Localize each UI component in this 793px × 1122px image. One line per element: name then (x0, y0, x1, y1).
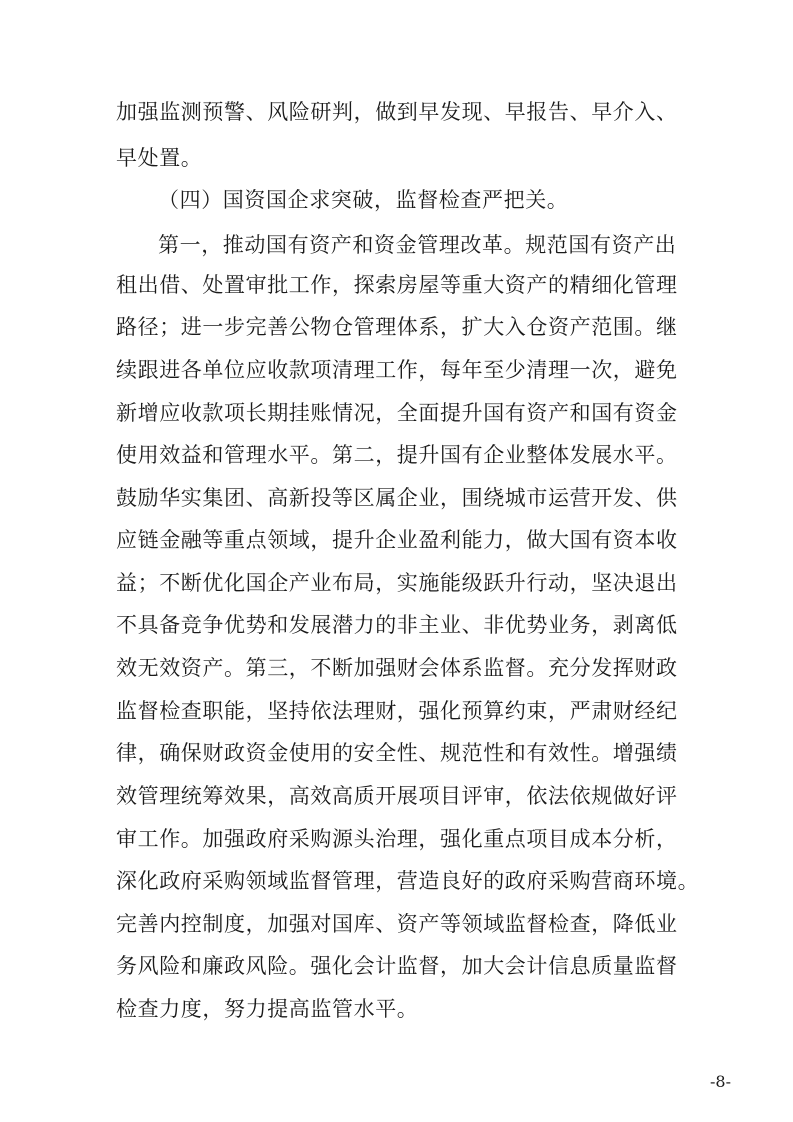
text-line-15: 监督检查职能，坚持依法理财，强化预算约束，严肃财经纪 (116, 699, 678, 723)
text-line-8: 新增应收款项长期挂账情况，全面提升国有资产和国有资金 (116, 401, 678, 425)
text-line-9: 使用效益和管理水平。第二，提升国有企业整体发展水平。 (116, 443, 678, 467)
text-line-6: 路径；进一步完善公物仓管理体系，扩大入仓资产范围。继 (116, 315, 678, 339)
text-line-7: 续跟进各单位应收款项清理工作，每年至少清理一次，避免 (116, 358, 678, 382)
text-line-16: 律，确保财政资金使用的安全性、规范性和有效性。增强绩 (116, 741, 678, 765)
text-line-5: 租出借、处置审批工作，探索房屋等重大资产的精细化管理 (116, 273, 678, 297)
text-line-11: 应链金融等重点领域，提升企业盈利能力，做大国有资本收 (116, 528, 678, 552)
text-line-19: 深化政府采购领域监督管理，营造良好的政府采购营商环境。 (116, 869, 700, 893)
text-line-12: 益；不断优化国企产业布局，实施能级跃升行动，坚决退出 (116, 571, 678, 595)
text-line-17: 效管理统筹效果，高效高质开展项目评审，依法依规做好评 (116, 784, 678, 808)
text-line-13: 不具备竞争优势和发展潜力的非主业、非优势业务，剥离低 (116, 613, 678, 637)
text-line-1: 加强监测预警、风险研判，做到早发现、早报告、早介入、 (116, 100, 678, 124)
section-heading: （四）国资国企求突破，监督检查严把关。 (158, 188, 569, 212)
text-line-10: 鼓励华实集团、高新投等区属企业，围绕城市运营开发、供 (116, 486, 678, 510)
text-line-20: 完善内控制度，加强对国库、资产等领域监督检查，降低业 (116, 912, 678, 936)
text-line-14: 效无效资产。第三，不断加强财会体系监督。充分发挥财政 (116, 656, 678, 680)
text-line-22: 检查力度，努力提高监管水平。 (116, 997, 419, 1021)
paragraph-first-line: 第一，推动国有资产和资金管理改革。规范国有资产出 (158, 233, 677, 257)
text-line-2: 早处置。 (116, 146, 203, 170)
page-number: -8- (710, 1072, 731, 1091)
text-line-18: 审工作。加强政府采购源头治理，强化重点项目成本分析， (116, 827, 678, 851)
text-line-21: 务风险和廉政风险。强化会计监督，加大会计信息质量监督 (116, 954, 678, 978)
